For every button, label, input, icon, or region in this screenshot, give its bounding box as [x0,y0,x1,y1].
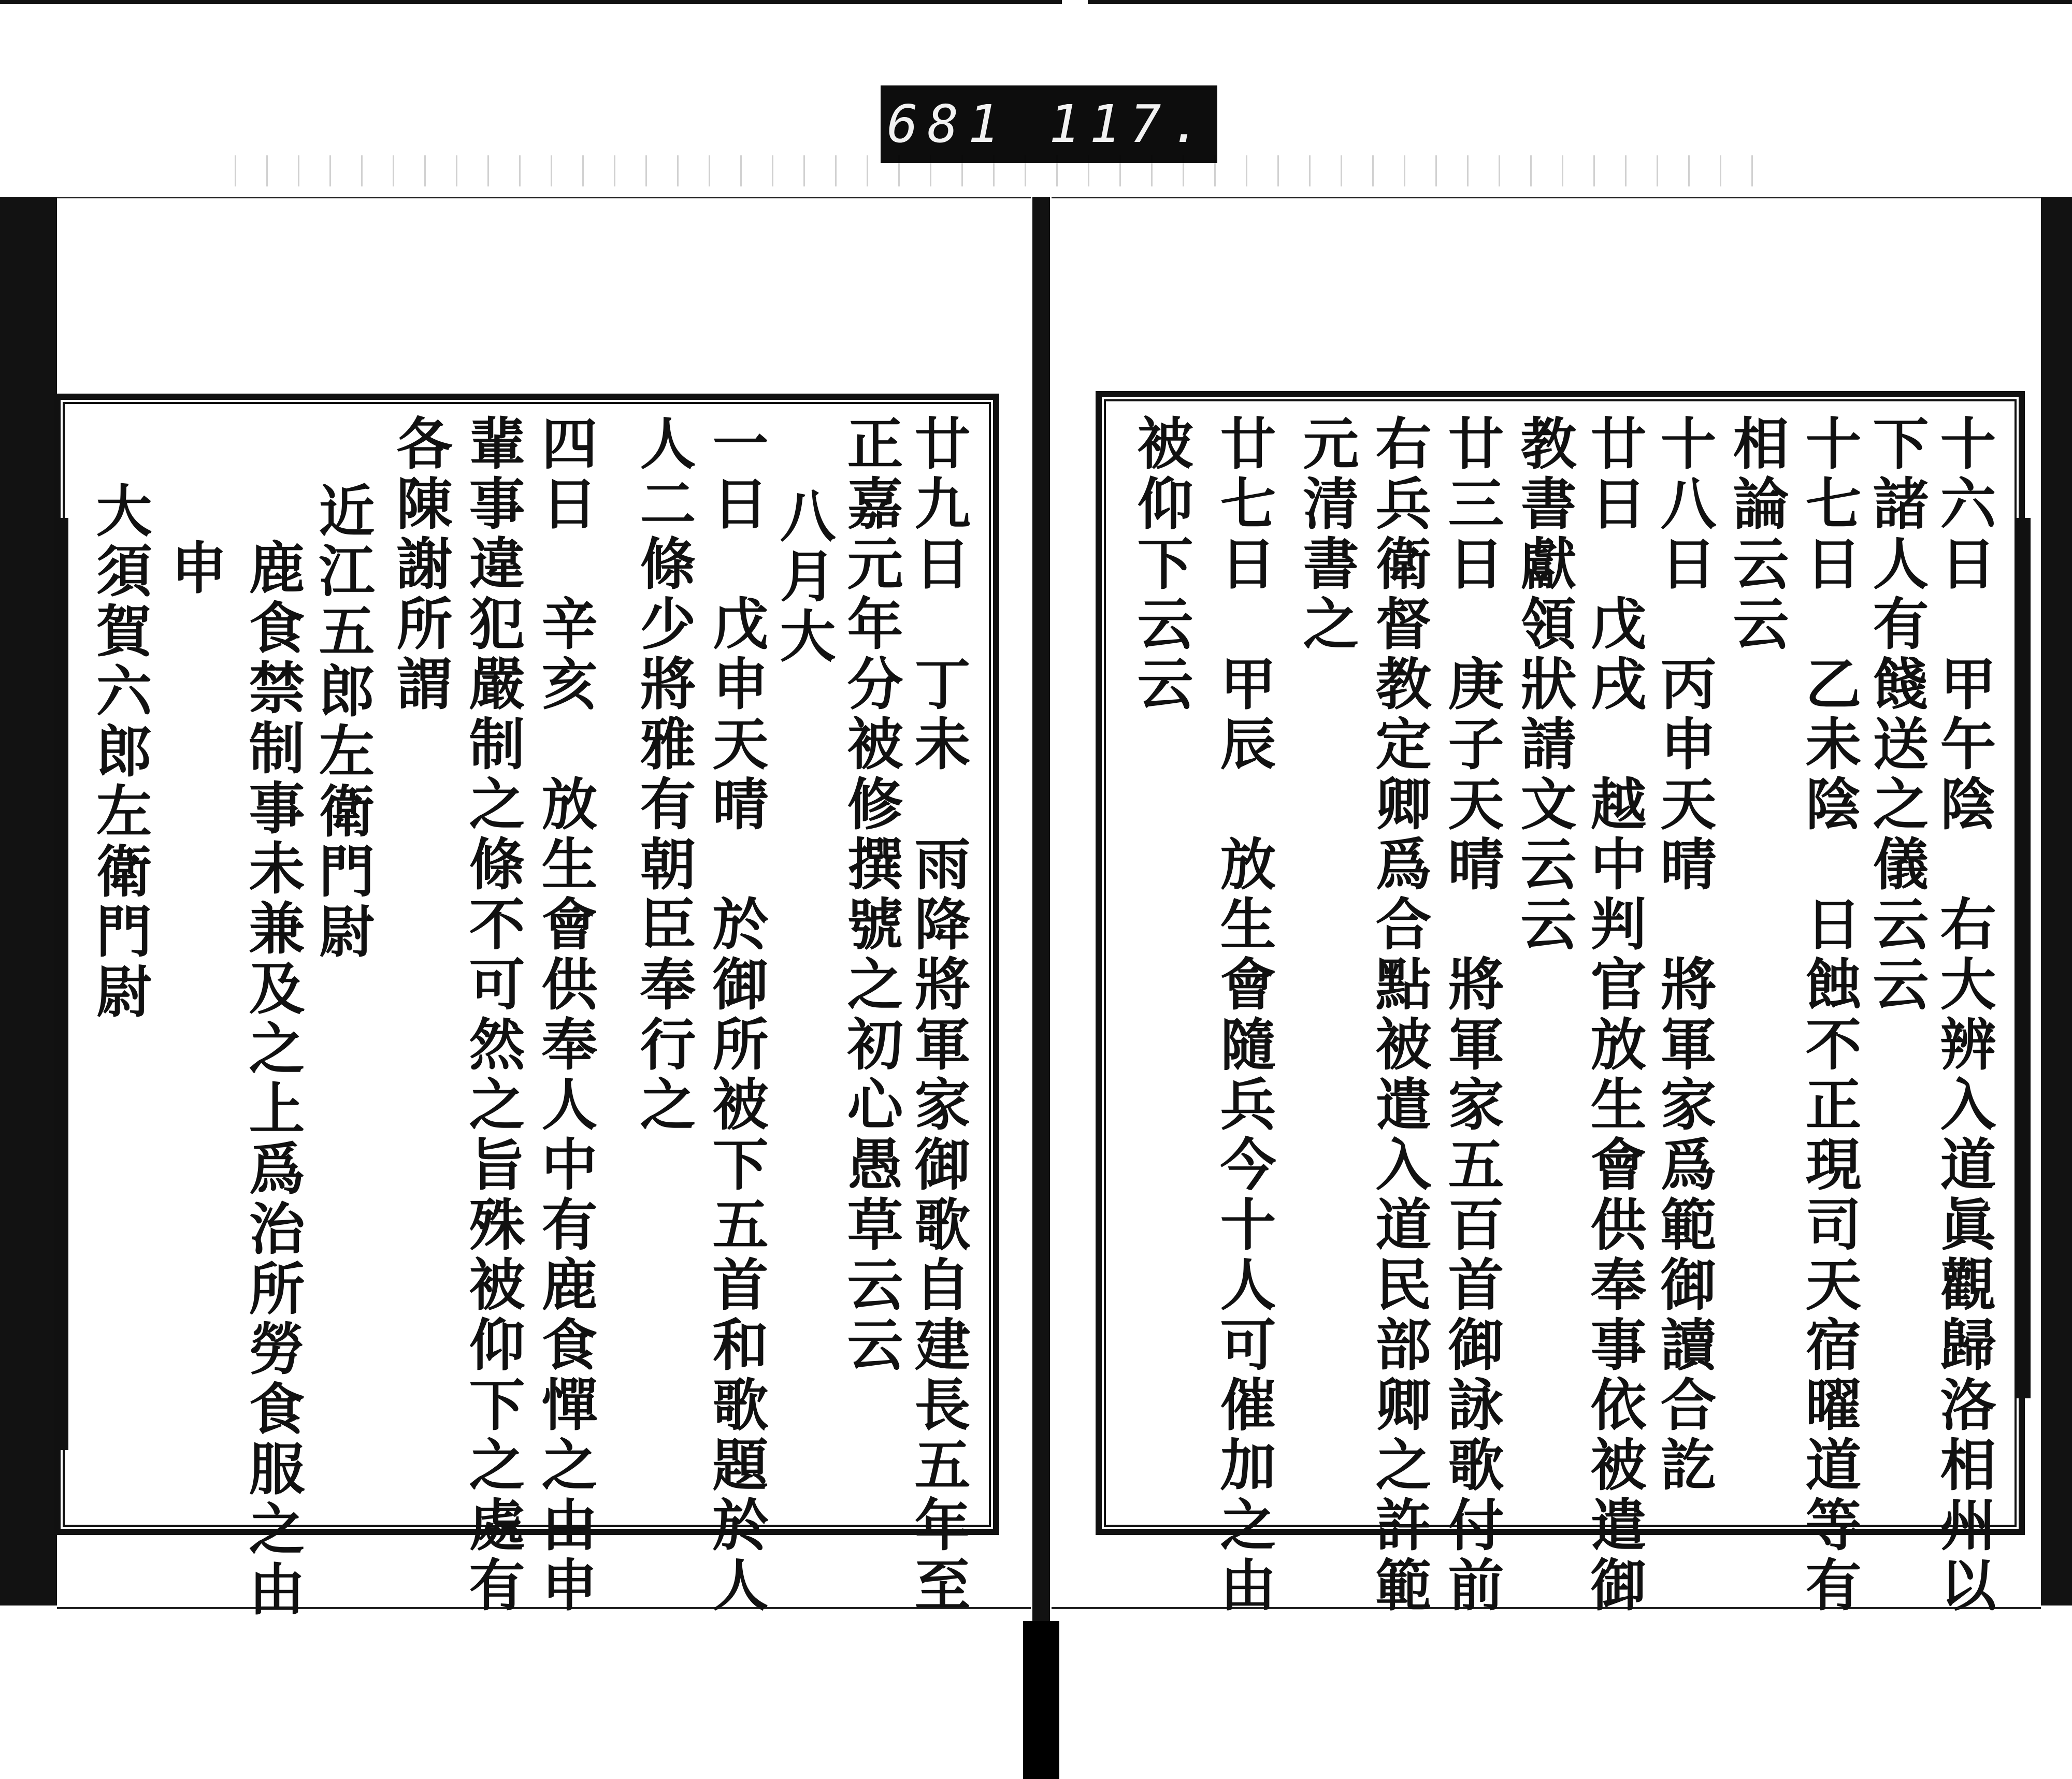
right-page-column: 元清書之 [1293,414,1359,655]
scan-top-line-left [0,0,1062,4]
left-page-column: 鹿食禁制事未兼及之上爲治所勞食服之由 [239,539,305,1620]
left-page-column: 廿九日 丁未 雨降將軍家御歌自建長五年至 [905,414,970,1616]
right-page-column: 十七日 乙未陰 日蝕不正現司天宿曜道等有 [1796,414,1861,1616]
left-page-column: 大須賀六郎左衛門尉 [87,482,152,1022]
scan-top-line-right [1088,0,2072,4]
right-page-column: 廿日 戊戌 越中判官放生會供奉事依被遣御 [1581,414,1646,1616]
book-gutter [1032,197,1050,1779]
right-page-column: 被仰下云云 [1128,414,1193,715]
left-page-column: 正嘉元年分被修撰號之初心愚草云云 [838,414,903,1376]
book-cover-edge-right [2041,197,2072,1606]
book-gutter-shadow [1023,1621,1059,1779]
left-page-column: 八月大 [770,487,836,667]
left-page-column: 近江五郎左衛門尉 [309,482,375,962]
scan-noise [223,155,1777,186]
right-page-fore-edge [2015,518,2031,1398]
right-page-column: 教書獻領狀請文云云 [1511,414,1576,955]
right-page-column: 相論云云 [1723,414,1789,655]
left-page-fore-edge [57,518,68,1450]
left-page-column: 各陳謝所謂 [387,414,452,715]
left-page-column: 四日 辛亥 放生會供奉人中有鹿食憚之由申 [532,414,597,1616]
right-page-column: 廿三日 庚子天晴 將軍家五百首御詠歌付前 [1438,414,1504,1616]
left-page-column: 人二條少將雅有朝臣奉行之 [630,414,696,1135]
left-page-column: 申 [162,539,227,599]
frame-number-label: 681 117. [881,85,1217,163]
right-page-column: 十六日 甲午陰 右大辨入道眞觀歸洛相州以 [1931,414,1996,1616]
book-cover-edge-left [0,197,57,1606]
right-page-column: 十八日 丙申天晴 將軍家爲範御讀合訖 [1651,414,1716,1496]
right-page-column: 下諸人有餞送之儀云云 [1863,414,1929,1015]
left-page-column: 一日 戊申天晴 於御所被下五首和歌題於人 [703,414,768,1616]
right-page-column: 右兵衛督教定卿爲合點被遣入道民部卿之許範 [1366,414,1431,1616]
left-page-column: 輩事違犯嚴制之條不可然之旨殊被仰下之處有 [459,414,525,1616]
right-page-column: 廿七日 甲辰 放生會隨兵今十人可催加之由 [1211,414,1276,1616]
